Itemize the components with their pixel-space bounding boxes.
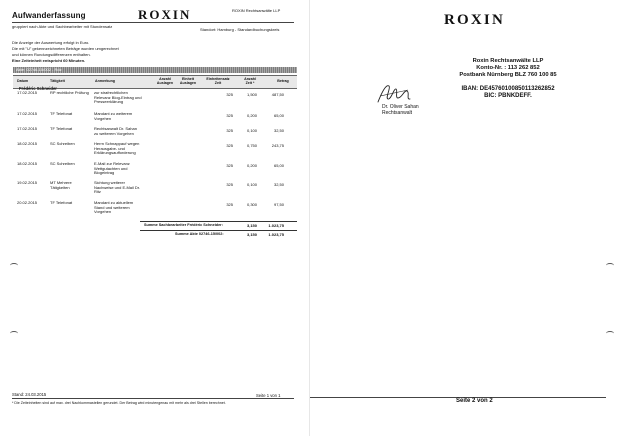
page-number: Seite 1 von 1 (256, 393, 281, 398)
cell-betrag: 32,50 (273, 128, 284, 133)
punch-hole-mark (10, 331, 18, 336)
col-einheitensatz: Einheitensatz Zeit (206, 77, 230, 85)
cell-datum: 17.02.2015 (17, 90, 38, 95)
footnote: * Die Zeiteinheiten sind auf max. drei Nachkommastellen gerundet. Der Betrag wird minutengenau mit mehr als drei Stellen berechnet. (12, 401, 226, 405)
cell-einheitensatz: 325 (226, 163, 233, 168)
cell-anmerkung: Sichtung weiterer Nachweise und E-Mail Dr. Ritz (94, 180, 141, 195)
cell-anzahl-zeit: 0,100 (246, 182, 257, 187)
firm-logo: ROXIN (444, 12, 506, 28)
footer-rule (12, 398, 294, 399)
page-number: Seite 2 von 2 (456, 398, 493, 404)
bank-details (408, 58, 608, 80)
col-betrag: Betrag (277, 79, 289, 83)
note-line: Eine Zeiteinheit entspricht 60 Minuten. (12, 58, 86, 63)
document-title: Aufwanderfassung (12, 11, 86, 20)
cell-betrag: 65,00 (273, 113, 284, 118)
cell-datum: 17.02.2015 (17, 111, 38, 116)
cell-anmerkung: Mandant zu weiterem Vorgehen (94, 111, 133, 121)
sum-divider (140, 221, 297, 222)
bank-line: Konto-Nr. : 113 262 852 (476, 65, 540, 72)
cell-anzahl-zeit: 0,200 (246, 163, 257, 168)
cell-einheitensatz: 325 (226, 128, 233, 133)
sum-sachbearbeiter-zeit: 3,150 (246, 223, 257, 228)
firm-name: ROXIN Rechtsanwälte LLP (232, 8, 281, 13)
cell-taetigkeit: TF Telefonat (50, 126, 73, 131)
stand-date: Stand: 24.03.2015 (12, 392, 47, 397)
bank-line: Roxin Rechtsanwälte LLP (472, 58, 544, 64)
cell-anzahl-zeit: 1,500 (246, 92, 257, 97)
col-datum: Datum (17, 79, 29, 83)
signer-block (382, 104, 419, 116)
note-line: und können Rundungsdifferenzen enthalten. (12, 52, 91, 57)
person-heading: Frédéric Schneider (19, 86, 57, 91)
cell-anzahl-zeit: 0,750 (246, 143, 257, 148)
bic: BIC: PBNKDEFF. (484, 93, 532, 100)
cell-einheitensatz: 325 (226, 113, 233, 118)
cell-anmerkung: E-Mail zur Relevanz Wettgutachten und Blogeintrag (94, 161, 130, 176)
cell-anmerkung: Herrn Schnappauf wegen Herausgabe- und Erklärungsaufforderung (94, 141, 140, 156)
punch-hole-mark (606, 263, 614, 268)
cell-betrag: 32,50 (273, 182, 284, 187)
col-anzahl-zeit: Anzahl Zeit * (244, 77, 256, 85)
cell-taetigkeit: SC Schreiben (50, 161, 75, 166)
cell-anmerkung: zur strafrechtlichen Relevanz Blog-Eintrag und Presseerklärung (94, 90, 142, 105)
cell-anzahl-zeit: 0,200 (246, 113, 257, 118)
sum-akte-betrag: 1.023,75 (268, 232, 284, 237)
cell-einheitensatz: 325 (226, 143, 233, 148)
signer-title: Rechtsanwalt (382, 110, 413, 116)
firm-logo: ROXIN (138, 7, 192, 22)
col-anzahl-auslagen: Anzahl Auslagen (156, 77, 174, 85)
cell-taetigkeit: TF Telefonat (50, 200, 73, 205)
cell-einheitensatz: 325 (226, 202, 233, 207)
cell-taetigkeit: RP rechtliche Prüfung (50, 90, 89, 95)
note-line: Die mit "U" gekennzeichneten Beträge wurden umgerechnet (12, 46, 119, 51)
col-taetigkeit: Tätigkeit (50, 79, 65, 83)
col-einheit-auslagen: Einheit Auslagen (179, 77, 197, 85)
cell-einheitensatz: 325 (226, 182, 233, 187)
cell-anzahl-zeit: 0,300 (246, 202, 257, 207)
iban-block (408, 86, 608, 100)
sum-akte-label: Summe Akte 02746-15/002: (175, 232, 224, 236)
cell-datum: 19.02.2015 (17, 180, 38, 185)
notes-block (12, 40, 119, 64)
cell-anzahl-zeit: 0,100 (246, 128, 257, 133)
cell-betrag: 65,00 (273, 163, 284, 168)
cell-datum: 18.02.2015 (17, 141, 38, 146)
signer-name: Dr. Oliver Sahan (382, 104, 419, 110)
page-2 (310, 0, 620, 436)
cell-betrag: 487,50 (271, 92, 284, 97)
cell-taetigkeit: SC Schreiben (50, 141, 75, 146)
sum-divider (140, 230, 297, 231)
signature-image (376, 80, 416, 106)
sum-akte-zeit: 3,150 (246, 232, 257, 237)
sum-sachbearbeiter-label: Summe Sachbearbeiter Frédéric Schneider: (144, 223, 223, 227)
punch-hole-mark (606, 331, 614, 336)
cell-anmerkung: Rechtsanwalt Dr. Sahan zu weiterem Vorgehen (94, 126, 137, 136)
cell-betrag: 97,50 (273, 202, 284, 207)
location-text: Standort: Hamburg - Standardbuchungskreis (200, 27, 280, 32)
cell-datum: 20.02.2015 (17, 200, 38, 205)
document-subtitle: gruppiert nach Akte und Sachbearbeiter mit Stundensatz (12, 24, 113, 29)
cell-anmerkung: Mandant zu aktuellem Stand und weiterem Vorgehen (94, 200, 134, 215)
cell-taetigkeit: TF Telefonat (50, 111, 73, 116)
cell-einheitensatz: 325 (226, 92, 233, 97)
bank-line: Postbank Nürnberg BLZ 760 100 85 (459, 72, 557, 79)
col-anmerkung: Anmerkung (95, 79, 115, 83)
cell-betrag: 243,75 (271, 143, 284, 148)
sum-sachbearbeiter-betrag: 1.023,75 (268, 223, 284, 228)
iban: IBAN: DE45760100850113262852 (461, 86, 555, 92)
cell-datum: 18.02.2015 (17, 161, 38, 166)
punch-hole-mark (10, 263, 18, 268)
cell-taetigkeit: MT Mehrere Tätigkeiten (50, 180, 72, 190)
akte-bar: Akte: 02746-15/002 - Rdz (13, 67, 297, 73)
note-line: Die Anzeige der Auswertung erfolgt in Euro. (12, 40, 90, 45)
cell-datum: 17.02.2015 (17, 126, 38, 131)
header-rule (12, 22, 294, 23)
